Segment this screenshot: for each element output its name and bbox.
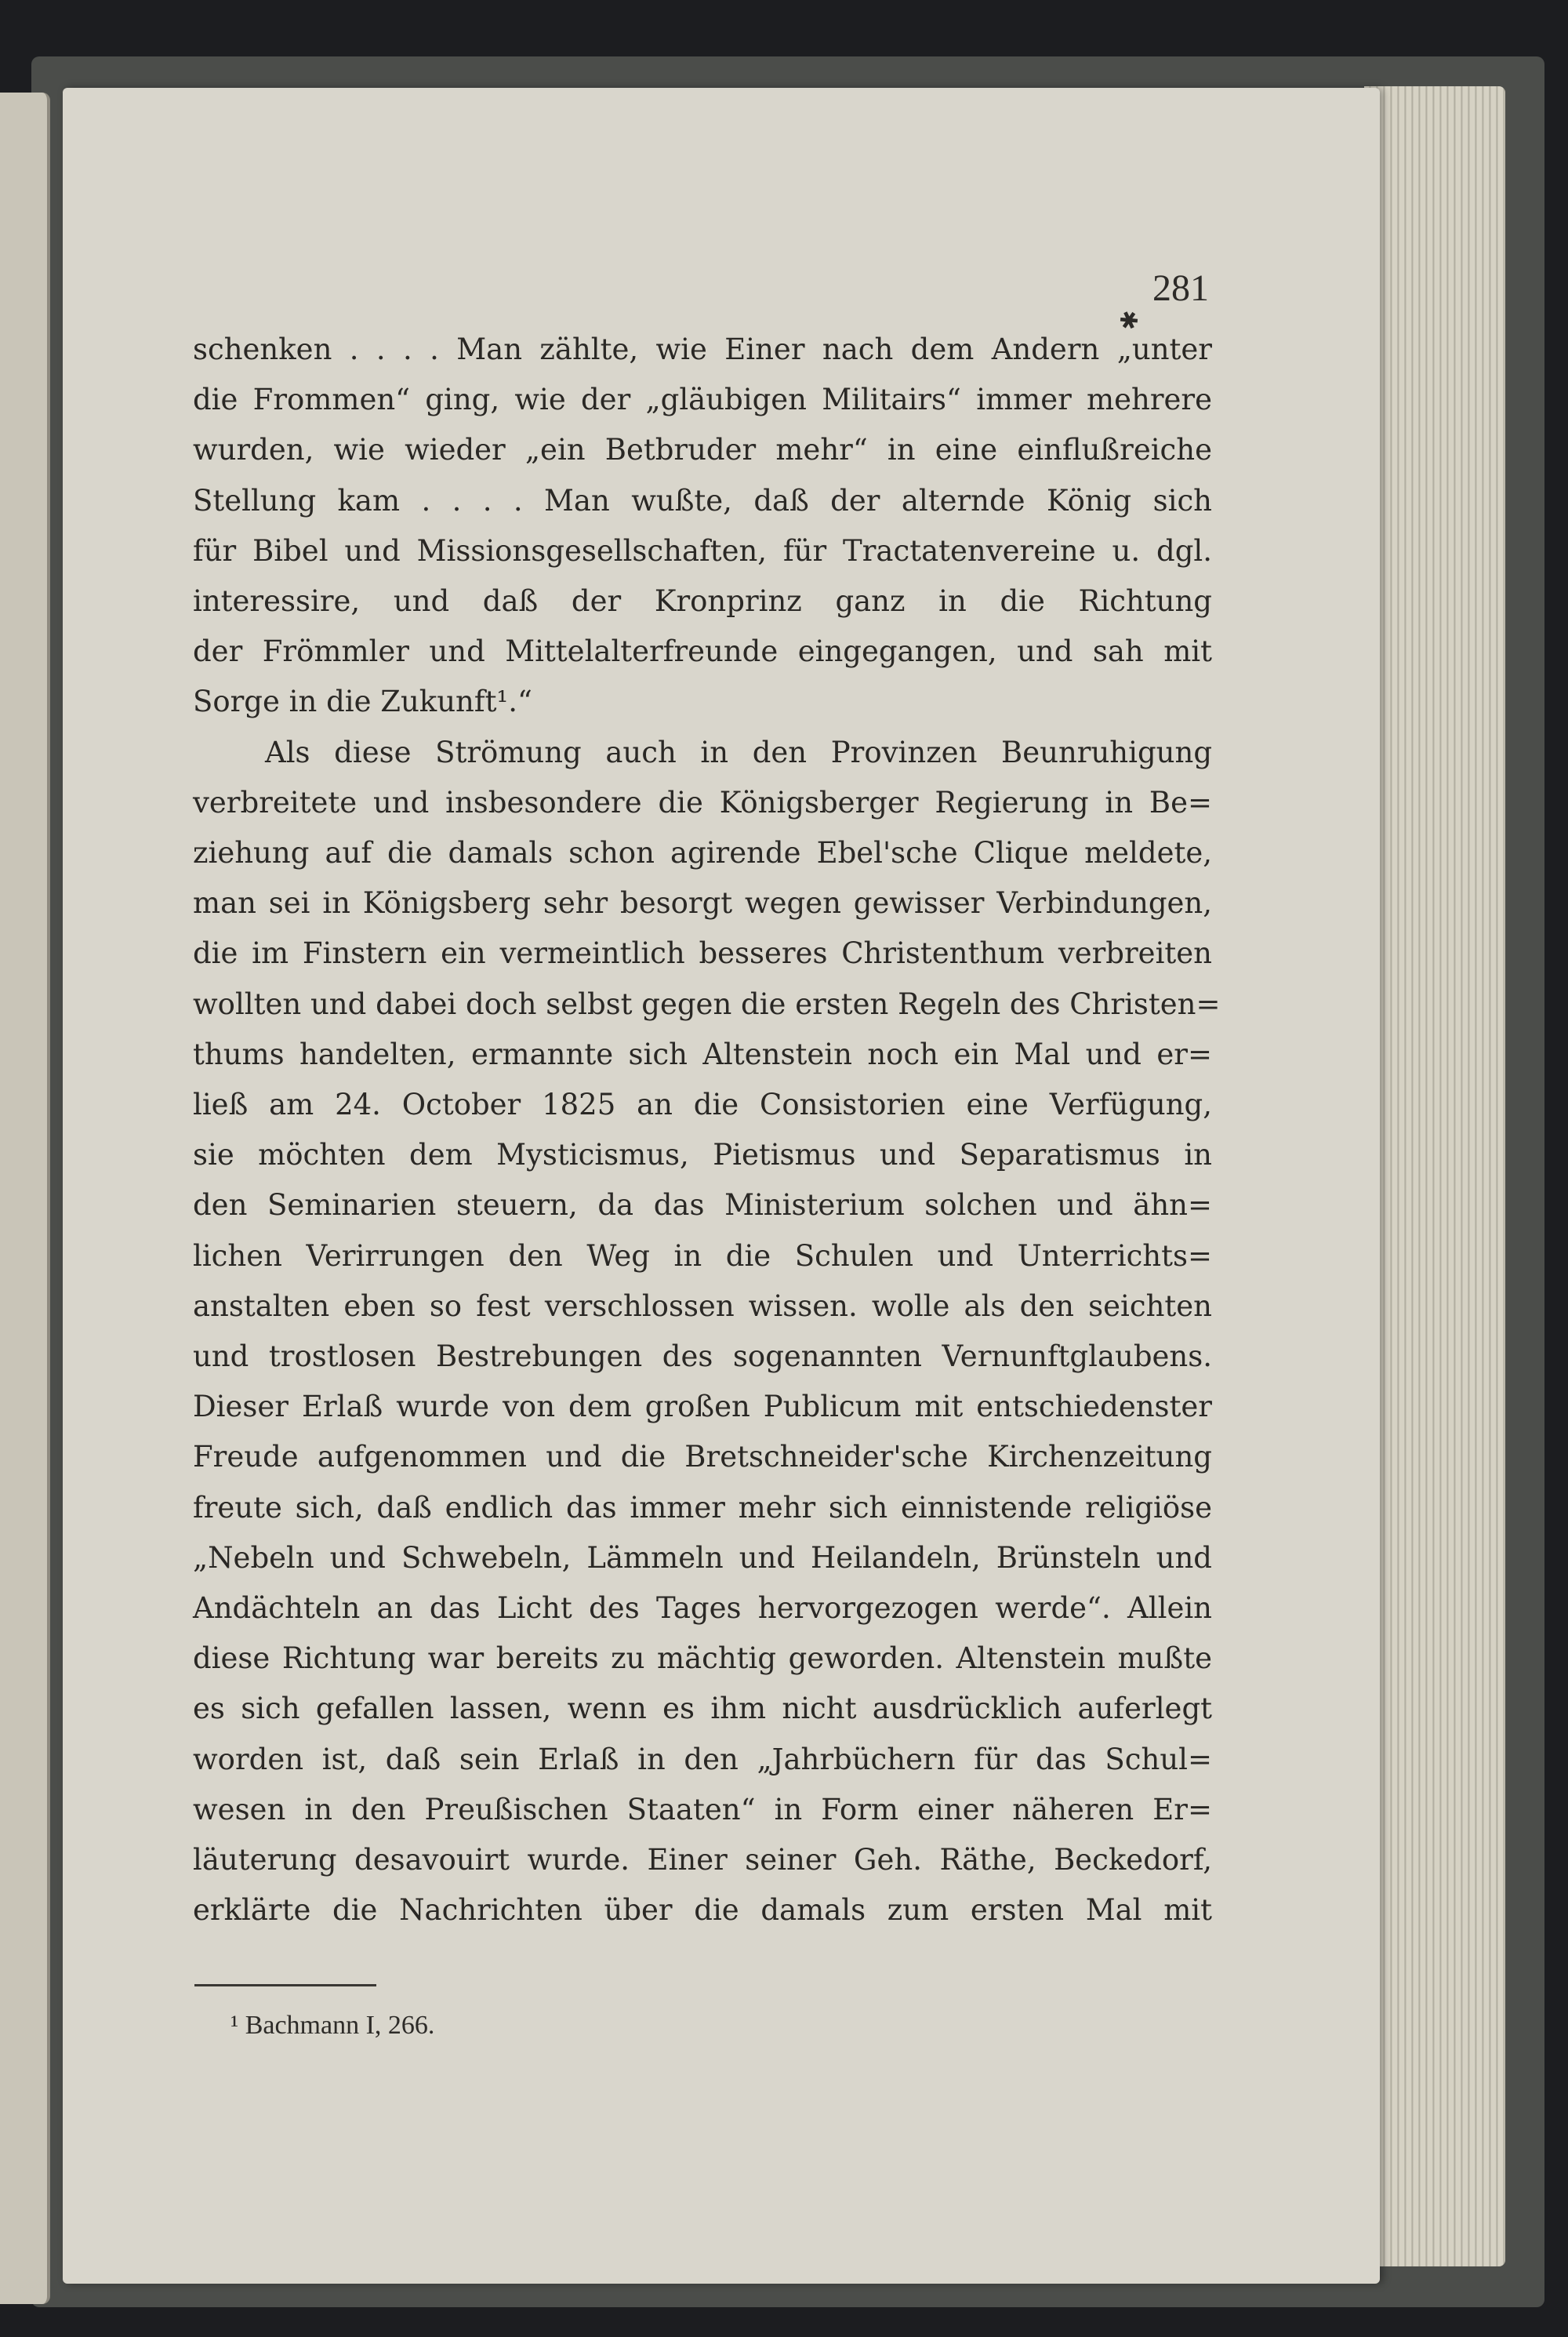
text-line: ließ am 24. October 1825 an die Consistorien eine Verfügung, (193, 1088, 1212, 1122)
text-line: interessire, und daß der Kronprinz ganz in die Richtung (193, 584, 1212, 619)
text-line: die im Finstern ein vermeintlich besseres Christenthum verbreiten (193, 936, 1212, 971)
book-page (63, 88, 1380, 2284)
text-line: anstalten eben so fest verschlossen wissen. wolle als den seichten (193, 1288, 1212, 1323)
text-line: wesen in den Preußischen Staaten“ in Form einer näheren Er= (193, 1792, 1212, 1826)
text-line: wurden, wie wieder „ein Betbruder mehr“ in eine einflußreiche (193, 433, 1212, 467)
text-line: es sich gefallen lassen, wenn es ihm nicht ausdrücklich auferlegt (193, 1692, 1212, 1726)
text-line: „Nebeln und Schwebeln, Lämmeln und Heilandeln, Brünsteln und (193, 1540, 1212, 1575)
text-line: schenken . . . . Man zählte, wie Einer nach dem Andern „unter (193, 333, 1212, 366)
text-line: Dieser Erlaß wurde von dem großen Publicum mit entschiedenster (193, 1390, 1212, 1424)
text-line: Sorge in die Zukunft¹.“ (193, 685, 532, 719)
text-line: und trostlosen Bestrebungen des sogenannten Vernunftglaubens. (193, 1339, 1212, 1374)
text-line: sie möchten dem Mysticismus, Pietismus und Separatismus in (193, 1138, 1212, 1172)
text-line: worden ist, daß sein Erlaß in den „Jahrbüchern für das Schul= (193, 1742, 1212, 1776)
text-line: erklärte die Nachrichten über die damals zum ersten Mal mit (193, 1893, 1212, 1928)
text-line: die Frommen“ ging, wie der „gläubigen Militairs“ immer mehrere (193, 383, 1212, 417)
text-line: freute sich, daß endlich das immer mehr sich einnistende religiöse (193, 1490, 1212, 1525)
text-line: den Seminarien steuern, da das Ministerium solchen und ähn= (193, 1188, 1212, 1223)
text-line: läuterung desavouirt wurde. Einer seiner Geh. Räthe, Beckedorf, (193, 1843, 1212, 1877)
text-line: diese Richtung war bereits zu mächtig geworden. Altenstein mußte (193, 1641, 1212, 1676)
paragraph-start-line: Als diese Strömung auch in den Provinzen Beunruhigung (265, 735, 1212, 769)
text-line: der Frömmler und Mittelalterfreunde eingegangen, und sah mit (193, 634, 1212, 669)
body-text (193, 325, 1221, 1936)
text-line: für Bibel und Missionsgesellschaften, für Tractatenvereine u. dgl. (193, 533, 1212, 568)
text-line: Freude aufgenommen und die Bretschneider'sche Kirchenzeitung (193, 1440, 1212, 1474)
page-number: 281 (1152, 267, 1209, 309)
text-line: Andächteln an das Licht des Tages hervorgezogen werde“. Allein (193, 1591, 1212, 1626)
text-line: man sei in Königsberg sehr besorgt wegen gewisser Verbindungen, (193, 886, 1212, 921)
footnote: ¹ Bachmann I, 266. (230, 2011, 435, 2040)
text-line: ziehung auf die damals schon agirende Ebel'sche Clique meldete, (193, 836, 1212, 870)
text-line: verbreitete und insbesondere die Königsberger Regierung in Be= (193, 785, 1212, 820)
footnote-divider (194, 1984, 376, 1986)
facing-page-edge (0, 93, 50, 2304)
pencil-mark-icon: ✱ (1114, 304, 1145, 338)
text-line: wollten und dabei doch selbst gegen die ersten Regeln des Christen= (193, 987, 1221, 1021)
text-line: lichen Verirrungen den Weg in die Schulen und Unterrichts= (193, 1238, 1212, 1273)
page-edges (1364, 86, 1505, 2266)
text-line: Stellung kam . . . . Man wußte, daß der alternde König sich (193, 483, 1212, 518)
text-line: thums handelten, ermannte sich Altenstein noch ein Mal und er= (193, 1037, 1212, 1071)
